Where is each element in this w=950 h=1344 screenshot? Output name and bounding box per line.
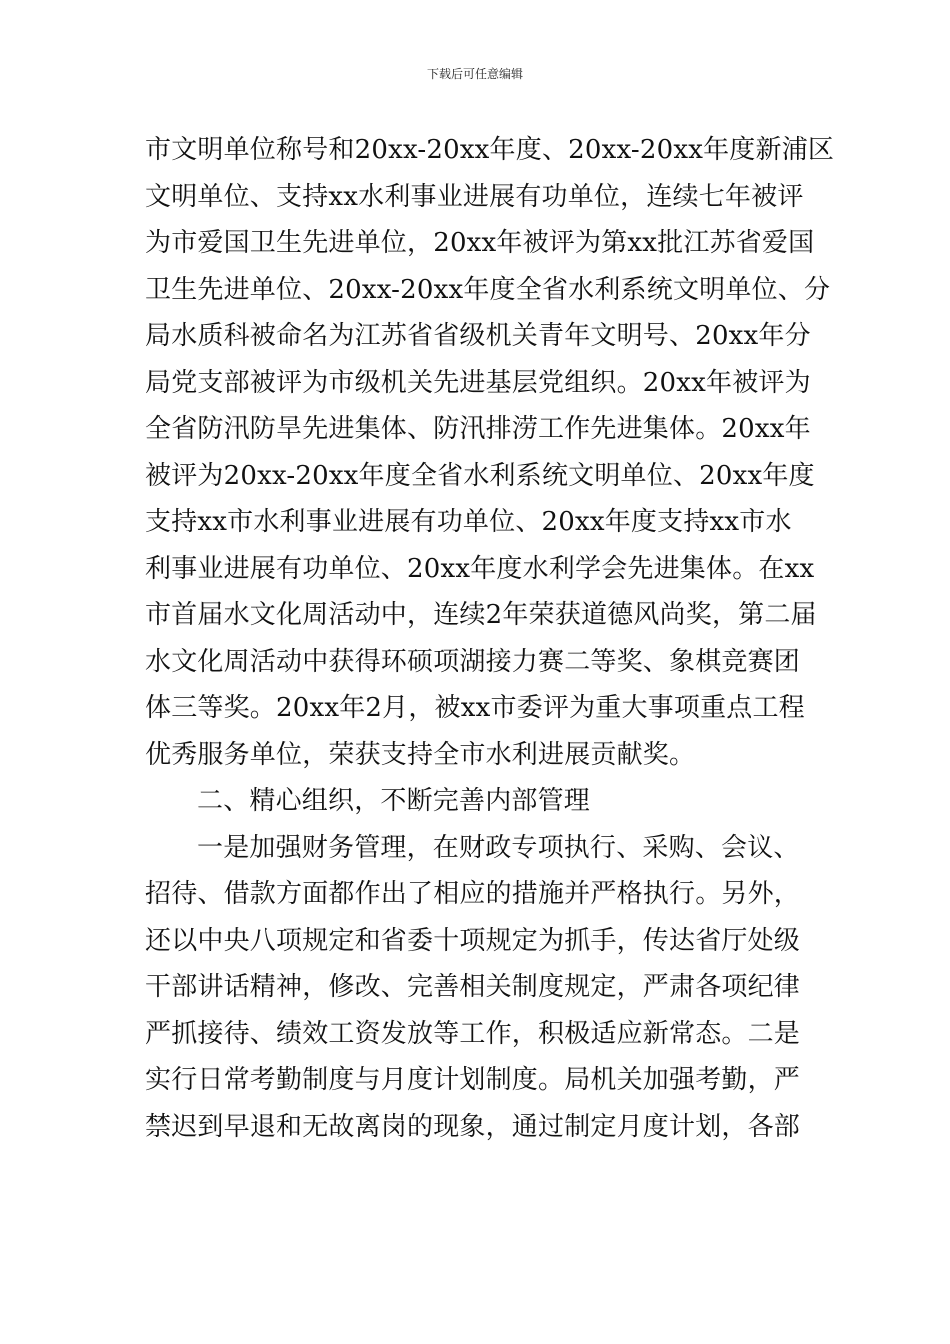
document-body	[145, 127, 835, 1150]
section-heading: 二、精心组织，不断完善内部管理	[197, 786, 591, 816]
body-line: 全省防汛防旱先进集体、防汛排涝工作先进集体。20xx年	[145, 414, 811, 444]
body-line: 水文化周活动中获得环硕项湖接力赛二等奖、象棋竞赛团	[145, 646, 801, 677]
body-line: 一是加强财务管理，在财政专项执行、采购、会议、	[197, 832, 800, 863]
body-line: 市首届水文化周活动中，连续2年荣获道德风尚奖，第二届	[145, 600, 817, 630]
body-line: 为市爱国卫生先进单位，20xx年被评为第xx批江苏省爱国	[145, 228, 815, 258]
body-line: 体三等奖。20xx年2月，被xx市委评为重大事项重点工程	[145, 693, 805, 723]
body-line: 干部讲话精神，修改、完善相关制度规定，严肃各项纪律	[145, 972, 801, 1002]
body-line: 局党支部被评为市级机关先进基层党组织。20xx年被评为	[145, 367, 811, 398]
body-line: 卫生先进单位、20xx-20xx年度全省水利系统文明单位、分	[145, 274, 831, 305]
body-line: 严抓接待、绩效工资发放等工作，积极适应新常态。二是	[145, 1018, 801, 1049]
body-line: 优秀服务单位，荣获支持全市水利进展贡献奖。	[145, 739, 696, 770]
body-line: 市文明单位称号和20xx-20xx年度、20xx-20xx年度新浦区	[145, 135, 835, 165]
body-line: 禁迟到早退和无故离岗的现象，通过制定月度计划，各部	[145, 1111, 801, 1142]
body-line: 还以中央八项规定和省委十项规定为抓手，传达省厅处级	[145, 925, 801, 956]
body-line: 支持xx市水利事业进展有功单位、20xx年度支持xx市水	[145, 507, 792, 537]
body-line: 实行日常考勤制度与月度计划制度。局机关加强考勤，严	[145, 1065, 801, 1095]
body-line: 利事业进展有功单位、20xx年度水利学会先进集体。在xx	[145, 553, 815, 584]
body-line: 招待、借款方面都作出了相应的措施并严格执行。另外，	[145, 879, 801, 909]
body-line: 被评为20xx-20xx年度全省水利系统文明单位、20xx年度	[145, 460, 815, 491]
body-line: 文明单位、支持xx水利事业进展有功单位，连续七年被评	[145, 181, 804, 212]
page-header-note: 下载后可任意编辑	[426, 67, 523, 81]
body-line: 局水质科被命名为江苏省省级机关青年文明号、20xx年分	[145, 321, 811, 351]
